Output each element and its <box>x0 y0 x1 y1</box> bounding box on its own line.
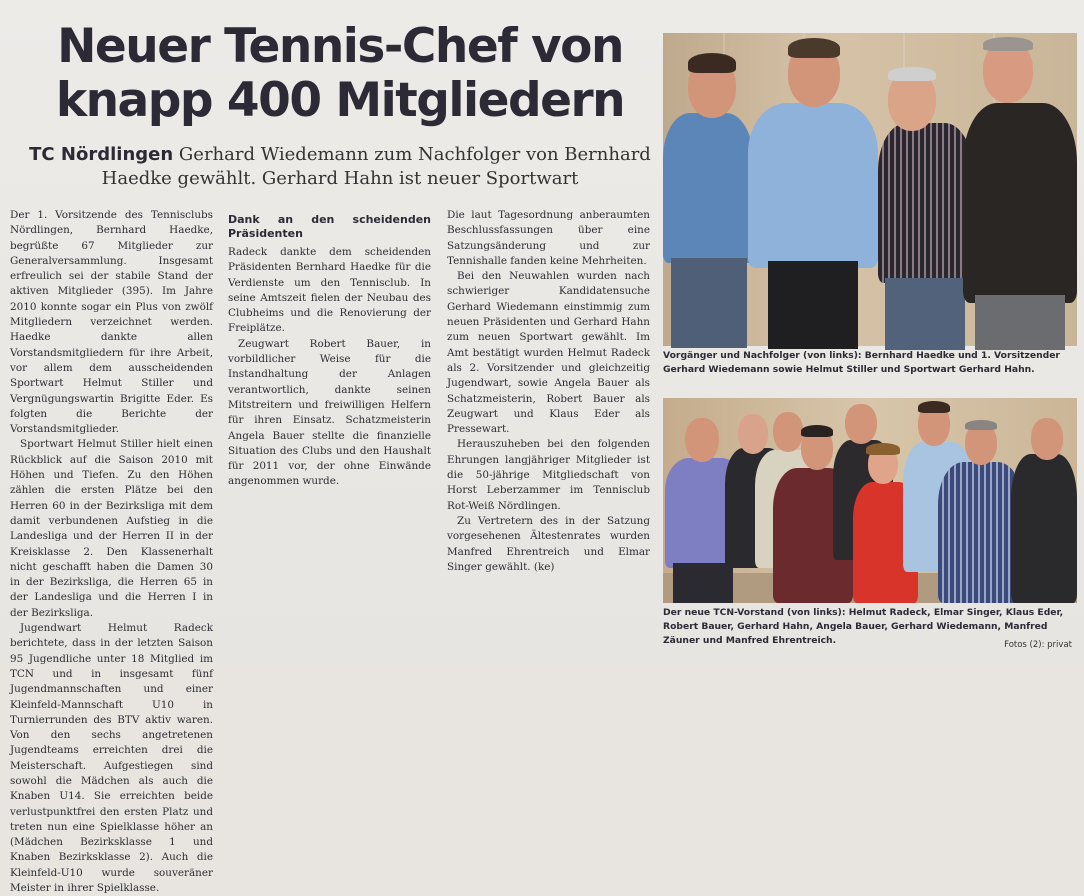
article-paragraph: Radeck dankte dem scheidenden Präsidenten Bernhard Haedke für die Verdienste um den Tennisclub. In seine Amtszeit fielen der Neubau des Clubheims und die Renovierung der Freiplätze. <box>228 246 431 335</box>
photo-board-group <box>663 398 1077 603</box>
photo-caption-2: Der neue TCN-Vorstand (von links): Helmut Radeck, Elmar Singer, Klaus Eder, Robert Bauer, Gerhard Hahn, Angela Bauer, Gerhard Wiedemann, Manfred Zäuner und Manfred Ehrentreich. <box>663 607 1064 646</box>
article-paragraph: Zu Vertretern des in der Satzung vorgesehenen Ältestenrates wurden Manfred Ehrentreich und Elmar Singer gewählt. (ke) <box>447 514 650 573</box>
headline-line-1: Neuer Tennis-Chef von <box>57 19 623 74</box>
article-paragraph: Der 1. Vorsitzende des Tennisclubs Nördlingen, Bernhard Haedke, begrüßte 67 Mitglieder zur Generalversammlung. Insgesamt erfreulich sei der stabile Stand der aktiven Mitglieder (395). Im Jahre 2010 konnte sogar ein Plus von zwölf Mitgliedern verzeichnet werden. Haedke dankte allen Vorstandsmitgliedern für ihre Arbeit, vor allem dem ausscheidenden Sportwart Helmut Stiller und Vergnügungswartin Brigitte Eder. Es folgten die Berichte der Vorstandsmitglieder. <box>10 209 213 436</box>
headline-line-2: knapp 400 Mitgliedern <box>55 73 625 128</box>
article-column-2 <box>228 208 431 658</box>
article-paragraph: Die laut Tagesordnung anberaumten Beschlussfassungen über eine Satzungsänderung und zur Tennishalle fanden keine Mehrheiten. <box>447 209 650 267</box>
article-column-3 <box>447 208 650 658</box>
article-paragraph: Bei den Neuwahlen wurden nach schwieriger Kandidatensuche Gerhard Wiedemann einstimmig zum neuen Präsidenten und Gerhard Hahn zum neuen Sportwart gewählt. Im Amt bestätigt wurden Helmut Radeck als 2. Vorsitzender und gleichzeitig Jugendwart, sowie Angela Bauer als Schatzmeisterin, Robert Bauer als Zeugwart und Klaus Eder als Pressewart. <box>447 270 650 436</box>
photo-caption-1: Vorgänger und Nachfolger (von links): Bernhard Haedke und 1. Vorsitzender Gerhard Wiedemann sowie Helmut Stiller und Sportwart Gerhard Hahn. <box>663 350 1060 375</box>
photo-credit: Fotos (2): privat <box>1004 640 1072 650</box>
article-subheading: Dank an den scheidenden Präsidenten <box>228 213 431 240</box>
photo-four-men <box>663 33 1077 346</box>
article-column-1 <box>10 208 213 895</box>
subhead-text: Gerhard Wiedemann zum Nachfolger von Bernhard Haedke gewählt. Gerhard Hahn ist neuer Sportwart <box>101 144 651 189</box>
subhead-kicker: TC Nördlingen <box>29 144 174 165</box>
article-paragraph: Herauszuheben bei den folgenden Ehrungen langjähriger Mitglieder ist die 50-jährige Mitgliedschaft von Horst Leberzammer im Tennisclub Rot-Weiß Nördlingen. <box>447 438 650 512</box>
subheadline <box>20 143 660 191</box>
article-paragraph: Jugendwart Helmut Radeck berichtete, dass in der letzten Saison 95 Jugendliche unter 18 Mitglied im TCN und in insgesamt fünf Jugendmannschaften und einer Kleinfeld-Mannschaft U10 in Turnierrunden des BTV aktiv waren. Von den sechs angetretenen Jugendteams erreichten drei die Meisterschaft. Aufgestiegen sind sowohl die Mädchen als auch die Knaben U14. Sie erreichten beide verlustpunktfrei den ersten Platz und treten nun eine Spielklasse höher an (Mädchen Bezirksklasse 1 und Knaben Bezirksklasse 2). Auch die Kleinfeld-U10 wurde souveräner Meister in ihrer Spielklasse. <box>10 622 213 895</box>
headline <box>20 20 660 128</box>
article-paragraph: Sportwart Helmut Stiller hielt einen Rückblick auf die Saison 2010 mit Höhen und Tiefen. Zu den Höhen zählen die ersten Plätze bei den Herren 60 in der Bezirksliga mit dem damit verbundenen Aufstieg in die Landesliga und der Herren II in der Kreisklasse 2. Den Klassenerhalt nicht geschafft haben die Damen 30 in der Bezirksliga, die Herren 65 in der Landesliga und die Herren I in der Bezirksliga. <box>10 438 213 619</box>
article-paragraph: Zeugwart Robert Bauer, in vorbildlicher Weise für die Instandhaltung der Anlagen verantwortlich, dankte seinen Mitstreitern und freiwilligen Helfern für ihren Einsatz. Schatzmeisterin Angela Bauer stellte die finanzielle Situation des Clubs und den Haushalt für 2011 vor, der ohne Einwände angenommen wurde. <box>228 337 431 488</box>
